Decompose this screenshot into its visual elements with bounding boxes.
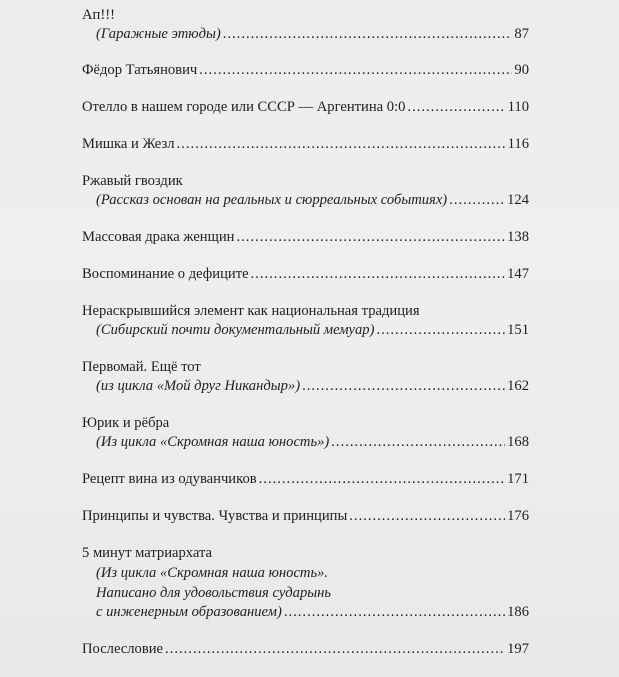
toc-title: Принципы и чувства. Чувства и принципы — [82, 508, 348, 524]
toc-subtitle: с инженерным образованием) — [96, 604, 282, 620]
toc-page-number: 186 — [507, 604, 529, 620]
toc-entry — [82, 544, 529, 622]
leader-dots — [376, 321, 505, 340]
toc-page-number: 110 — [507, 99, 529, 115]
toc-entry — [82, 507, 529, 526]
toc-title: Фёдор Татьянович — [82, 62, 198, 78]
toc-entry — [82, 358, 529, 396]
toc-entry — [82, 6, 529, 44]
toc-subtitle: Написано для удовольствия сударынь — [96, 585, 332, 601]
leader-dots — [407, 98, 505, 117]
toc-entry — [82, 98, 529, 117]
toc-entry — [82, 172, 529, 210]
toc-subtitle: (из цикла «Мой друг Никандыр») — [96, 378, 301, 394]
toc-subtitle-line — [82, 377, 529, 396]
toc-subtitle: (Из цикла «Скромная наша юность») — [96, 434, 330, 450]
leader-dots — [251, 265, 506, 284]
leader-dots — [236, 228, 505, 247]
toc-subtitle: (Сибирский почти документальный мемуар) — [96, 322, 375, 338]
leader-dots — [284, 603, 505, 622]
toc-title-line — [82, 544, 529, 563]
toc-page-number: 197 — [507, 641, 529, 657]
toc-title: Ап!!! — [82, 7, 115, 23]
leader-dots — [223, 25, 513, 44]
toc-page-number: 124 — [507, 192, 529, 208]
toc-subtitle-line — [82, 321, 529, 340]
toc-title-line — [82, 358, 529, 377]
toc-subtitle: (Из цикла «Скромная наша юность». — [96, 565, 329, 581]
leader-dots — [177, 135, 506, 154]
toc-title-line — [82, 61, 529, 80]
toc-title-line — [82, 640, 529, 659]
toc-entry — [82, 228, 529, 247]
toc-page-number: 138 — [507, 229, 529, 245]
leader-dots — [302, 377, 505, 396]
toc-title: Послесловие — [82, 641, 164, 657]
toc-title-line — [82, 507, 529, 526]
leader-dots — [199, 61, 512, 80]
toc-title-line — [82, 135, 529, 154]
toc-page-number: 87 — [514, 26, 529, 42]
toc-subtitle-line — [82, 603, 529, 622]
toc-page-number: 171 — [507, 471, 529, 487]
toc-title: Воспоминание о дефиците — [82, 266, 249, 282]
toc-title: Юрик и рёбра — [82, 415, 170, 431]
leader-dots — [349, 507, 505, 526]
toc-subtitle: (Рассказ основан на реальных и сюрреальных событиях) — [96, 192, 448, 208]
leader-dots — [165, 640, 505, 659]
toc-subtitle-line — [82, 563, 529, 583]
toc-subtitle-line — [82, 433, 529, 452]
toc-title: Массовая драка женщин — [82, 229, 235, 245]
toc-entry — [82, 302, 529, 340]
toc-page-number: 151 — [507, 322, 529, 338]
toc-title: Рецепт вина из одуванчиков — [82, 471, 257, 487]
toc-entry — [82, 640, 529, 659]
toc-title: 5 минут матриархата — [82, 545, 213, 561]
leader-dots — [259, 470, 505, 489]
toc-subtitle-line — [82, 25, 529, 44]
toc-subtitle-line — [82, 583, 529, 603]
toc-entry — [82, 61, 529, 80]
toc-page-number: 90 — [514, 62, 529, 78]
toc-page-number: 168 — [507, 434, 529, 450]
toc-subtitle: (Гаражные этюды) — [96, 26, 221, 42]
toc-entry — [82, 135, 529, 154]
toc-title: Первомай. Ещё тот — [82, 359, 201, 375]
table-of-contents — [82, 6, 529, 677]
toc-subtitle-line — [82, 191, 529, 210]
toc-entry — [82, 470, 529, 489]
toc-title: Нераскрывшийся элемент как национальная традиция — [82, 303, 420, 319]
toc-title-line — [82, 470, 529, 489]
toc-page-number: 116 — [507, 136, 529, 152]
leader-dots — [449, 191, 505, 210]
toc-entry — [82, 414, 529, 452]
toc-title: Мишка и Жезл — [82, 136, 175, 152]
leader-dots — [331, 433, 505, 452]
toc-title: Ржавый гвоздик — [82, 173, 183, 189]
toc-page-number: 162 — [507, 378, 529, 394]
toc-page-number: 176 — [507, 508, 529, 524]
toc-title-line — [82, 6, 529, 25]
toc-title: Отелло в нашем городе или СССР — Аргентина 0:0 — [82, 99, 406, 115]
toc-title-line — [82, 228, 529, 247]
toc-title-line — [82, 414, 529, 433]
toc-page-number: 147 — [507, 266, 529, 282]
toc-title-line — [82, 302, 529, 321]
toc-title-line — [82, 98, 529, 117]
toc-title-line — [82, 172, 529, 191]
toc-title-line — [82, 265, 529, 284]
toc-entry — [82, 265, 529, 284]
